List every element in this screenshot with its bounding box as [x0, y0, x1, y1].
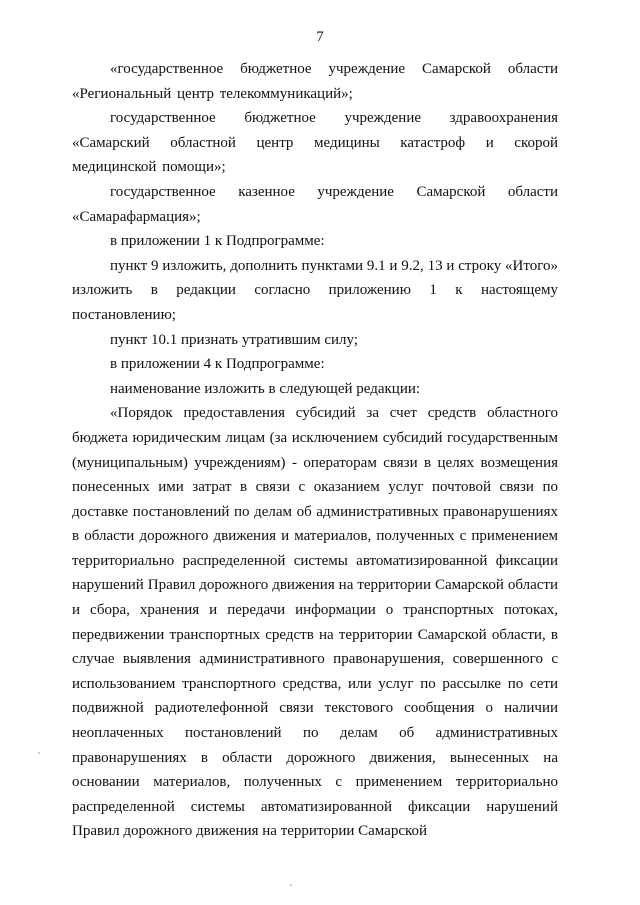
paragraph-item-9: пункт 9 изложить, дополнить пунктами 9.1 и 9.2, 13 и строку «Итого» изложить в редакции согласно приложению 1 к настоящему постановлению; — [72, 257, 558, 323]
paragraph-subsidy-procedure: «Порядок предоставления субсидий за счет средств областного бюджета юридическим лицам (за исключением субсидий государственным (муниципальным) учреждениям) - операторам связи в целях возмещения понесенных ими затрат в связи с оказанием услуг почтовой связи по доставке постановлений по делам об административных правонарушениях в области дорожного движения и материалов, полученных с применением территориально распределенной системы автоматизированной фиксации нарушений Правил дорожного движения на территории Самарской области и сбора, хранения и передачи информации о транспортных потоках, передвижении транспортных средств на территории Самарской области, в случае выявления административного правонарушения, совершенного с использованием транспортного средства, или услуг по рассылке по сети подвижной радиотелефонной связи текстового сообщения о наличии неоплаченных постановлений по делам об административных правонарушениях в области дорожного движения, вынесенных на основании материалов, полученных с применением территориально распределенной системы автоматизированной фиксации нарушений Правил дорожного движения на территории Самарской — [72, 405, 558, 840]
paragraph-institution-telecom: «государственное бюджетное учреждение Самарской области «Региональный центр телекоммуникаций»; — [72, 61, 558, 102]
scan-speck — [38, 752, 40, 754]
scan-speck — [290, 884, 292, 886]
paragraph-appendix-4: в приложении 4 к Подпрограмме: — [110, 356, 325, 373]
document-body — [72, 57, 558, 844]
paragraph-appendix-1: в приложении 1 к Подпрограмме: — [110, 233, 325, 250]
paragraph-title-change: наименование изложить в следующей редакции: — [110, 380, 421, 397]
paragraph-institution-pharmacy: государственное казенное учреждение Самарской области «Самарафармация»; — [72, 183, 558, 225]
paragraph-institution-medicine: государственное бюджетное учреждение здравоохранения «Самарский областной центр медицины катастроф и скорой медицинской помощи»; — [72, 110, 558, 176]
page-number: 7 — [316, 29, 324, 45]
paragraph-item-10-1: пункт 10.1 признать утратившим силу; — [110, 331, 359, 348]
